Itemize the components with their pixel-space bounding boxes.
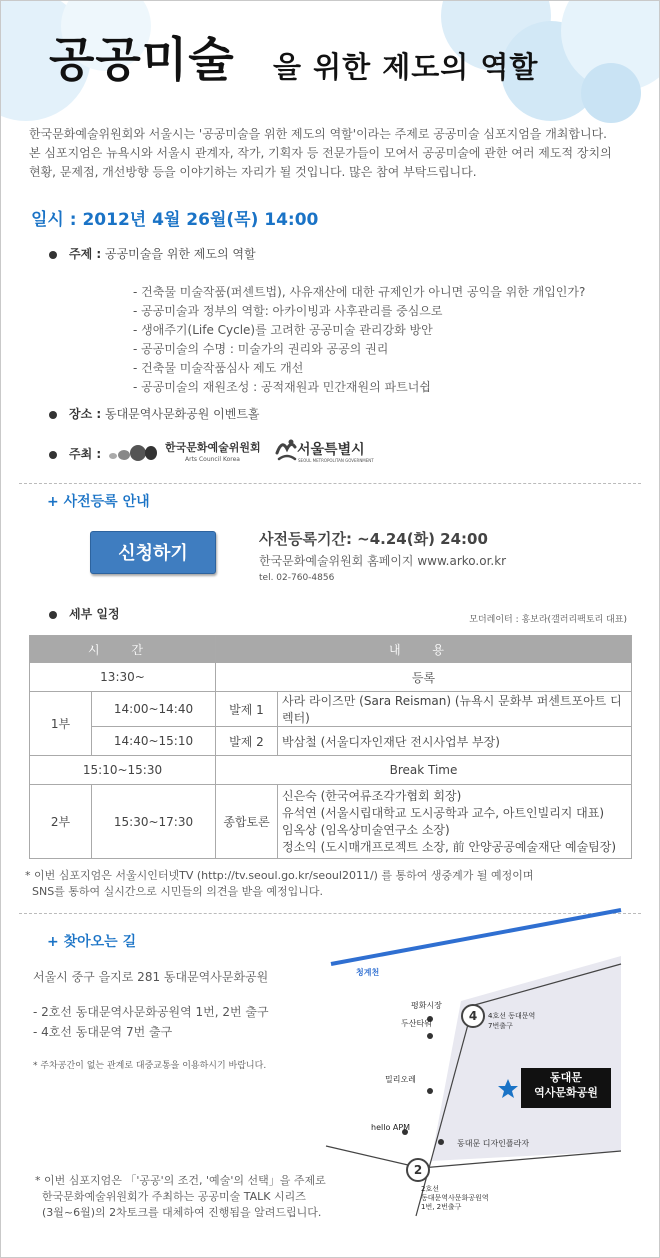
cell-content: Break Time bbox=[216, 756, 632, 785]
cell-part: 2부 bbox=[30, 785, 92, 859]
list-item: - 공공미술과 정부의 역할: 아카이빙과 사후관리를 중심으로 bbox=[133, 304, 443, 318]
divider bbox=[19, 483, 641, 484]
arts-council-mark-icon bbox=[105, 441, 165, 467]
broadcast-note bbox=[25, 868, 534, 900]
cell-content: 등록 bbox=[216, 663, 632, 692]
subway-4-exit: 7번출구 bbox=[488, 1022, 513, 1030]
list-item: - 건축물 미술작품(퍼센트법), 사유재산에 대한 규제인가 아니면 공익을 위한 개입인가? bbox=[133, 285, 586, 299]
venue-item bbox=[49, 405, 260, 422]
subway-2-exit: 1번, 2번출구 bbox=[421, 1203, 462, 1211]
cell-time: 15:30~17:30 bbox=[92, 785, 216, 859]
venue-label: 장소 : bbox=[69, 407, 102, 421]
road-line bbox=[326, 1146, 421, 1168]
location-map bbox=[321, 906, 651, 1226]
subway-2-number: 2 bbox=[413, 1163, 423, 1177]
cell-time: 13:30~ bbox=[30, 663, 216, 692]
cell-content: 박삼철 (서울디자인재단 전시사업부 부장) bbox=[278, 727, 632, 756]
header-content: 내 용 bbox=[216, 636, 632, 663]
directions-address: 서울시 중구 을지로 281 동대문역사문화공원 bbox=[33, 970, 269, 984]
directions-line: - 2호선 동대문역사문화공원역 1번, 2번 출구 bbox=[33, 1005, 269, 1019]
table-row bbox=[30, 785, 632, 859]
park-area bbox=[431, 956, 621, 1161]
subway-2-label bbox=[421, 1185, 489, 1212]
landmark-dot bbox=[427, 1088, 433, 1094]
list-item: - 건축물 미술작품심사 제도 개선 bbox=[133, 361, 304, 375]
panelist: 정소익 (도시매개프로젝트 소장, 前 안양공공예술재단 예술팀장) bbox=[282, 839, 617, 854]
table-row bbox=[30, 756, 632, 785]
event-date: 일시 : 2012년 4월 26월(목) 14:00 bbox=[31, 210, 319, 230]
decor-circle bbox=[581, 63, 641, 123]
list-item: - 공공미술의 재원조성 : 공적재원과 민간재원의 파트너쉽 bbox=[133, 380, 431, 394]
seoul-name: 서울특별시 bbox=[297, 442, 365, 458]
bullet-icon bbox=[49, 451, 57, 459]
panelist: 신은숙 (한국여류조각가협회 회장) bbox=[282, 788, 462, 803]
map-label-millio: 밀리오레 bbox=[385, 1075, 416, 1084]
intro-paragraph bbox=[29, 125, 639, 182]
registration-tel: tel. 02-760-4856 bbox=[259, 573, 335, 583]
talk-series-note bbox=[35, 1173, 326, 1221]
cell-part: 1부 bbox=[30, 692, 92, 756]
map-label-doosan: 두산타워 bbox=[401, 1019, 432, 1028]
map-label-stream: 청계천 bbox=[356, 968, 380, 977]
note-line: * 이번 심포지엄은 「'공공'의 조건, '예술'의 선택」을 주제로 bbox=[35, 1174, 326, 1187]
map-label-pyeonghwa: 평화시장 bbox=[411, 1001, 442, 1010]
registration-period: 사전등록기간: ~4.24(화) 24:00 bbox=[259, 530, 488, 548]
schedule-label: 세부 일정 bbox=[69, 607, 120, 621]
title-sub: 을 위한 제도의 역할 bbox=[273, 50, 539, 84]
host-label: 주최 : bbox=[69, 447, 102, 461]
landmark-dot bbox=[427, 1033, 433, 1039]
list-item: - 생애주기(Life Cycle)를 고려한 공공미술 관리강화 방안 bbox=[133, 323, 433, 337]
cell-time: 14:00~14:40 bbox=[92, 692, 216, 727]
intro-line: 한국문화예술위원회와 서울시는 '공공미술을 위한 제도의 역할'이라는 주제로 공공미술 심포지엄을 개최합니다. bbox=[29, 127, 607, 141]
table-header-row bbox=[30, 636, 632, 663]
arts-council-logo bbox=[105, 441, 275, 467]
landmark-dot bbox=[438, 1139, 444, 1145]
subway-4-label bbox=[488, 1011, 535, 1031]
registration-heading: + 사전등록 안내 bbox=[47, 494, 150, 510]
panelist: 임옥상 (임옥상미술연구소 소장) bbox=[282, 822, 450, 837]
arts-council-name: 한국문화예술위원회 bbox=[165, 441, 261, 454]
moderator-text: 모더레이터 : 홍보라(갤러리팩토리 대표) bbox=[469, 615, 627, 625]
theme-item bbox=[49, 245, 256, 262]
directions-heading: + 찾아오는 길 bbox=[47, 934, 137, 950]
theme-value: 공공미술을 위한 제도의 역할 bbox=[101, 247, 256, 261]
theme-label: 주제 : bbox=[69, 247, 102, 261]
destination-line: 역사문화공원 bbox=[534, 1086, 598, 1099]
cell-content bbox=[278, 785, 632, 859]
schedule-table bbox=[29, 635, 632, 859]
stream-line bbox=[331, 910, 621, 964]
panelist: 유석연 (서울시립대학교 도시공학과 교수, 아트인빌리지 대표) bbox=[282, 805, 605, 820]
destination-label bbox=[521, 1070, 611, 1100]
map-label-helloapm: hello APM bbox=[371, 1123, 411, 1132]
subway-2-line: 2호선 bbox=[421, 1185, 439, 1193]
note-line: SNS를 통하여 실시간으로 시민들의 의견을 받을 예정입니다. bbox=[25, 885, 324, 898]
subway-4-number: 4 bbox=[468, 1009, 478, 1023]
bullet-icon bbox=[49, 251, 57, 259]
arts-council-en: Arts Council Korea bbox=[185, 456, 240, 463]
header-time: 시 간 bbox=[30, 636, 216, 663]
bullet-icon bbox=[49, 411, 57, 419]
intro-line: 현황, 문제점, 개선방향 등을 이야기하는 자리가 될 것입니다. 많은 참여 부탁드립니다. bbox=[29, 165, 477, 179]
subtopic-list bbox=[133, 283, 585, 397]
subway-2-station: 동대문역사문화공원역 bbox=[421, 1194, 489, 1202]
host-item bbox=[49, 445, 101, 462]
bullet-icon bbox=[49, 611, 57, 619]
seoul-en: SEOUL METROPOLITAN GOVERNMENT bbox=[298, 458, 374, 463]
cell-content: 사라 라이즈만 (Sara Reisman) (뉴욕시 문화부 퍼센트포아트 디렉터) bbox=[278, 692, 632, 727]
cell-time: 15:10~15:30 bbox=[30, 756, 216, 785]
directions-line: - 4호선 동대문역 7번 출구 bbox=[33, 1025, 173, 1039]
seoul-logo bbox=[273, 437, 383, 467]
cell-session: 발제 1 bbox=[216, 692, 278, 727]
map-label-plaza: 동대문 디자인플라자 bbox=[457, 1139, 530, 1148]
cell-session: 종합토론 bbox=[216, 785, 278, 859]
note-line: (3월~6월)의 2차토크를 대체하여 진행됨을 알려드립니다. bbox=[35, 1206, 322, 1219]
table-row bbox=[30, 727, 632, 756]
table-row bbox=[30, 692, 632, 727]
destination-line: 동대문 bbox=[550, 1071, 582, 1084]
table-row bbox=[30, 663, 632, 692]
note-line: 한국문화예술위원회가 주최하는 공공미술 TALK 시리즈 bbox=[35, 1190, 306, 1203]
parking-note: * 주차공간이 없는 관계로 대중교통을 이용하시기 바랍니다. bbox=[33, 1061, 267, 1071]
subway-4-line: 4호선 동대문역 bbox=[488, 1012, 536, 1020]
cell-session: 발제 2 bbox=[216, 727, 278, 756]
list-item: - 공공미술의 수명 : 미술가의 권리와 공공의 권리 bbox=[133, 342, 389, 356]
seoul-mark-icon bbox=[273, 437, 299, 463]
title-main: 공공미술 bbox=[49, 33, 235, 88]
schedule-label-item bbox=[49, 605, 120, 622]
directions-lines bbox=[33, 1002, 269, 1042]
intro-line: 본 심포지엄은 뉴욕시와 서울시 관계자, 작가, 기획자 등 전문가들이 모여서 공공미술에 관한 여러 제도적 장치의 bbox=[29, 146, 612, 160]
cell-time: 14:40~15:10 bbox=[92, 727, 216, 756]
venue-value: 동대문역사문화공원 이벤트홀 bbox=[101, 407, 260, 421]
apply-button[interactable]: 신청하기 bbox=[90, 531, 216, 574]
registration-site: 한국문화예술위원회 홈페이지 www.arko.or.kr bbox=[259, 554, 507, 568]
note-line: * 이번 심포지엄은 서울시인터넷TV (http://tv.seoul.go.kr/seoul2011/) 를 통하여 생중계가 될 예정이며 bbox=[25, 869, 534, 882]
